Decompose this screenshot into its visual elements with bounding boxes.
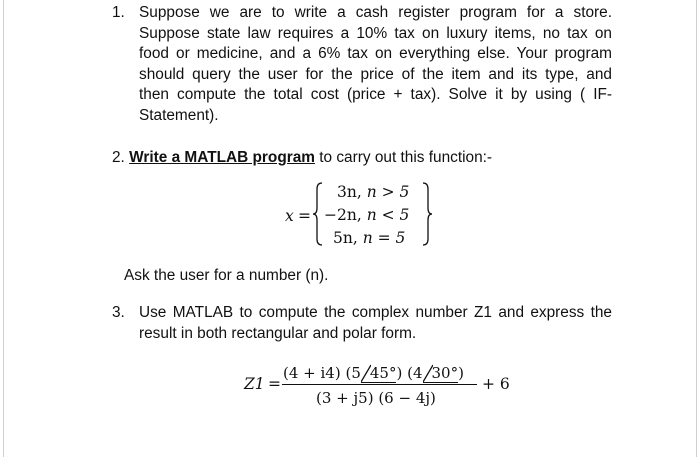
question-3-body [139, 303, 612, 344]
case-condition: n > 5 [366, 183, 410, 201]
case-condition: n < 5 [366, 206, 410, 224]
numerator-term-a: (4 + i4) [283, 364, 341, 382]
question-2-heading [112, 148, 492, 169]
question-1-line: then compute the total cost (price + tax). Solve it by using ( IF- [139, 86, 612, 104]
ask-user-text: Ask the user for a number (n). [124, 267, 329, 284]
z1-label: Z1 [244, 375, 265, 393]
plus-six: + 6 [482, 375, 510, 393]
angle-symbol-2 [423, 364, 459, 383]
piecewise-case [337, 183, 409, 201]
question-2-rest-text: to carry out this function:- [314, 149, 493, 166]
angle-slash-icon [423, 364, 433, 382]
piecewise-case [324, 206, 409, 224]
question-2-number: 2. [112, 149, 125, 166]
angle-symbol-1 [361, 364, 397, 383]
question-1-number: 1. [112, 4, 125, 21]
fraction-bar [282, 384, 477, 385]
case-condition: n = 5 [362, 229, 406, 247]
question-3-line: result in both rectangular and polar form. [139, 324, 417, 342]
fraction-denominator: (3 + j5) (6 − 4j) [316, 389, 436, 407]
question-2-bold-text: Write a MATLAB program [129, 149, 315, 166]
page-left-edge [3, 0, 4, 457]
numerator-term-d: ) [458, 364, 464, 382]
angle-slash-icon [361, 364, 371, 382]
case-expression: 3n, [337, 183, 362, 201]
question-3-line: Use MATLAB to compute the complex number Z1 and express the [139, 304, 612, 321]
angle-value-b: 45° [369, 364, 397, 382]
question-1-line: food or medicine, and a 6% tax on everything else. Your program [139, 45, 612, 63]
right-brace [421, 181, 433, 247]
piecewise-case [333, 229, 405, 247]
question-1-body [139, 3, 612, 127]
question-3-number: 3. [112, 304, 125, 321]
left-brace [312, 181, 324, 247]
equation-equals: = [298, 207, 311, 225]
equation-lhs-x: x [285, 207, 294, 225]
case-expression: −2n, [324, 206, 362, 224]
numerator-term-c: ) (4 [396, 364, 423, 382]
question-1-line: Suppose state law requires a 10% tax on luxury items, no tax on [139, 24, 612, 42]
question-1-line: Statement). [139, 106, 219, 124]
page-right-edge [696, 0, 697, 457]
case-expression: 5n, [333, 229, 358, 247]
numerator-term-b: (5 [345, 364, 361, 382]
z1-equals: = [268, 375, 281, 393]
angle-value-c: 30° [431, 364, 459, 382]
question-1-line: should query the user for the price of the item and its type, and [139, 65, 612, 83]
question-1-line: Suppose we are to write a cash register program for a store. [139, 4, 612, 21]
fraction-numerator [283, 364, 464, 383]
